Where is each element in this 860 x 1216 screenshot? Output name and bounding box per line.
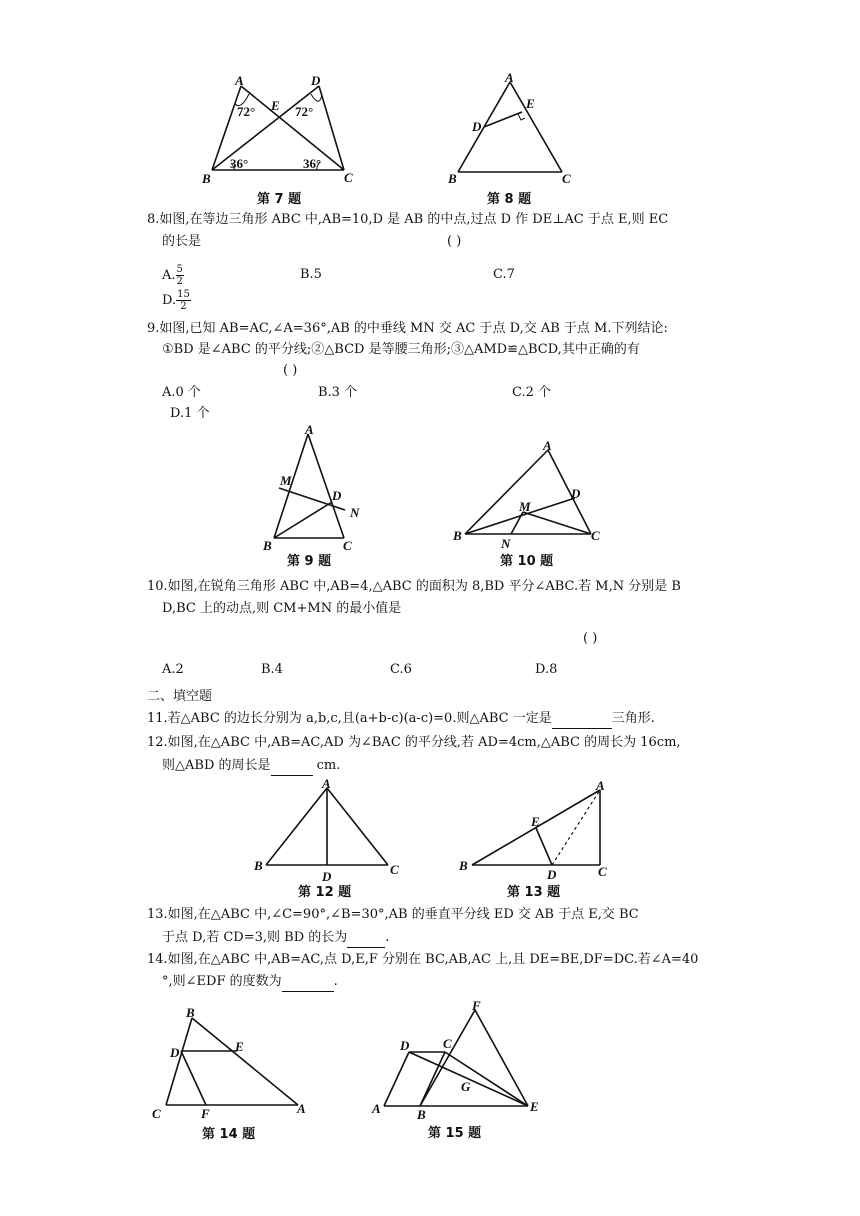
angle-A: 72° [237,104,256,119]
fraction-five-halves: $\frac{5}{2}$ [176,264,183,287]
label-A: A [543,438,552,453]
q8-option-b[interactable]: B.5 [300,267,322,282]
caption-q12: 第 12 题 [298,885,352,900]
label-A: A [372,1101,381,1116]
q8-option-d[interactable]: D. $\frac{15}{2}$ [162,289,190,312]
figure-q15 [362,1000,552,1148]
label-E: E [531,814,540,829]
q9-option-a[interactable]: A.0 个 [162,385,201,400]
q9-line1: 9.如图,已知 AB=AC,∠A=36°,AB 的中垂线 MN 交 AC 于点 D,交 AB 于点 M.下列结论: [147,321,668,336]
label-D: D [547,867,557,882]
label-N: N [350,505,360,520]
q12-line2: 则△ABD 的周长是 cm. [162,757,340,776]
caption-q7: 第 7 题 [257,192,302,207]
label-C: C [343,538,352,553]
label-C: C [598,864,607,879]
q9-option-d[interactable]: D.1 个 [170,406,210,421]
q10-answer-paren: ( ) [583,631,598,646]
q10-option-b[interactable]: B.4 [261,662,283,677]
label-M: M [280,473,292,488]
label-E: E [235,1039,244,1054]
q10-option-c[interactable]: C.6 [390,662,412,677]
q10-line1: 10.如图,在锐角三角形 ABC 中,AB=4,△ABC 的面积为 8,BD 平分∠ABC.若 M,N 分别是 B [147,579,681,594]
label-D: D [311,73,321,88]
q9-option-b[interactable]: B.3 个 [318,385,358,400]
label-B: B [202,171,211,186]
q13-line1: 13.如图,在△ABC 中,∠C=90°,∠B=30°,AB 的垂直平分线 ED 交 AB 于点 E,交 BC [147,907,639,922]
label-B: B [186,1005,195,1020]
q14-line2: °,则∠EDF 的度数为 . [162,973,338,992]
label-E: E [530,1099,539,1114]
figure-q13 [455,778,620,900]
label-G: G [461,1079,471,1094]
angle-C: 36° [303,156,322,171]
q10-option-a[interactable]: A.2 [162,662,184,677]
label-B: B [459,858,468,873]
label-A: A [305,422,314,437]
label-C: C [562,171,571,186]
q8-option-c[interactable]: C.7 [493,267,515,282]
figure-q8 [440,72,590,210]
q9-option-c[interactable]: C.2 个 [512,385,552,400]
angle-D: 72° [295,104,314,119]
label-C: C [591,528,600,543]
label-D: D [472,119,482,134]
label-F: F [472,1000,481,1013]
q9-line2: ①BD 是∠ABC 的平分线;②△BCD 是等腰三角形;③△AMD≌△BCD,其中正确的有 [162,342,640,357]
fraction-fifteen-halves: $\frac{15}{2}$ [177,289,190,312]
q10-option-d[interactable]: D.8 [535,662,558,677]
label-C: C [344,170,353,185]
q10-line2: D,BC 上的动点,则 CM+MN 的最小值是 [162,601,402,616]
label-F: F [201,1106,210,1121]
q8-option-a[interactable]: A. $\frac{5}{2}$ [162,264,183,287]
label-A: A [505,72,514,85]
label-C: C [443,1036,452,1051]
label-E: E [526,96,535,111]
label-C: C [152,1106,161,1121]
label-C: C [390,862,399,877]
label-D: D [322,869,332,884]
q12-line1: 12.如图,在△ABC 中,AB=AC,AD 为∠BAC 的平分线,若 AD=4cm,△ABC 的周长为 16cm, [147,735,681,750]
label-A: A [322,778,331,791]
q8-line2: 的长是 [162,234,202,249]
caption-q8: 第 8 题 [487,192,532,207]
label-A: A [235,73,244,88]
caption-q13: 第 13 题 [507,885,561,900]
label-D: D [400,1038,410,1053]
label-B: B [453,528,462,543]
label-N: N [501,536,511,551]
label-B: B [263,538,272,553]
label-B: B [448,171,457,186]
q9-answer-paren: ( ) [283,363,298,378]
figure-q9 [255,422,365,572]
q12-answer-blank[interactable] [271,757,313,776]
caption-q15: 第 15 题 [428,1126,482,1141]
figure-q7 [195,72,365,210]
label-A: A [596,778,605,793]
caption-q10: 第 10 题 [500,554,554,569]
q11-text: 11.若△ABC 的边长分别为 a,b,c,且(a+b-c)(a-c)=0.则△ABC 一定是 三角形. [147,710,655,729]
label-D: D [571,486,581,501]
label-A: A [297,1101,306,1116]
q14-line1: 14.如图,在△ABC 中,AB=AC,点 D,E,F 分别在 BC,AB,AC 上,且 DE=BE,DF=DC.若∠A=40 [147,952,699,967]
label-D: D [332,488,342,503]
q8-line1: 8.如图,在等边三角形 ABC 中,AB=10,D 是 AB 的中点,过点 D 作 DE⊥AC 于点 E,则 EC [147,212,669,227]
figure-q10 [445,432,615,572]
label-M: M [519,499,531,514]
caption-q14: 第 14 题 [202,1127,256,1142]
angle-B: 36° [230,156,249,171]
section-heading-fill-in: 二、填空题 [147,689,213,704]
label-B: B [417,1107,426,1122]
q8-answer-paren: ( ) [447,234,462,249]
q11-answer-blank[interactable] [552,710,612,729]
caption-q9: 第 9 题 [287,554,332,569]
figure-q12 [250,778,410,900]
figure-q14 [148,1000,318,1148]
label-E: E [271,98,280,113]
q13-line2: 于点 D,若 CD=3,则 BD 的长为 . [162,929,389,948]
q14-answer-blank[interactable] [282,973,334,992]
label-D: D [170,1045,180,1060]
label-B: B [254,858,263,873]
q13-answer-blank[interactable] [347,929,385,948]
